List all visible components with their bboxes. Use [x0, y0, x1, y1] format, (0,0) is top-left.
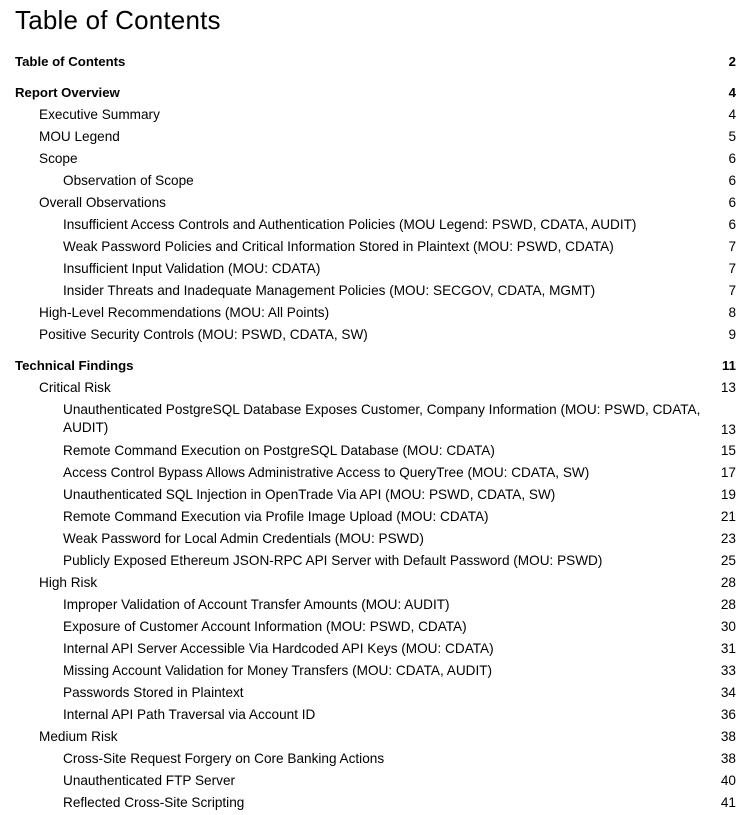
toc-entry-page: 7	[728, 283, 736, 298]
toc-entry-title: MOU Legend	[39, 129, 120, 144]
toc-entry-title: Remote Command Execution on PostgreSQL Database (MOU: CDATA)	[63, 443, 495, 458]
toc-entry-page: 31	[720, 641, 736, 656]
toc-entry-title: Unauthenticated FTP Server	[63, 773, 236, 788]
toc-entry-title: Passwords Stored in Plaintext	[63, 685, 244, 700]
toc-entry-title: Executive Summary	[39, 107, 160, 122]
toc-entry-title: Scope	[39, 151, 78, 166]
toc-entry-title: Reflected Cross-Site Scripting	[63, 795, 245, 810]
toc-entry-page: 41	[720, 795, 736, 810]
toc-entry-page: 13	[720, 422, 736, 437]
toc-entry-page: 38	[720, 751, 736, 766]
toc-entry-page: 6	[728, 195, 736, 210]
toc-entry-page: 23	[720, 531, 736, 546]
toc-entry-page: 28	[720, 597, 736, 612]
toc-entry-page: 9	[728, 327, 736, 342]
toc-entry-page: 6	[728, 151, 736, 166]
toc-entry-page: 13	[720, 380, 736, 395]
toc-entry-page: 2	[728, 54, 736, 69]
toc-entry-page: 38	[720, 729, 736, 744]
toc-entry-title: Exposure of Customer Account Information (MOU: PSWD, CDATA)	[63, 619, 467, 634]
toc-entry-title: Missing Account Validation for Money Transfers (MOU: CDATA, AUDIT)	[63, 663, 493, 678]
toc-entry-page: 21	[720, 509, 736, 524]
toc-entry-page: 36	[720, 707, 736, 722]
toc-entry-title: Table of Contents	[15, 54, 126, 69]
toc-entry-title: High-Level Recommendations (MOU: All Points)	[39, 305, 330, 320]
toc-entry-page: 28	[720, 575, 736, 590]
toc-entry-title: Improper Validation of Account Transfer Amounts (MOU: AUDIT)	[63, 597, 450, 612]
toc-entry-page: 7	[728, 261, 736, 276]
toc-entry-title: Observation of Scope	[63, 173, 194, 188]
toc-entry-title: Unauthenticated PostgreSQL Database Exposes Customer, Company Information (MOU: PSWD, CDATA, AUDIT)	[63, 402, 701, 435]
toc-entry-title: Insider Threats and Inadequate Management Policies (MOU: SECGOV, CDATA, MGMT)	[63, 283, 596, 298]
toc-entry-page: 4	[728, 85, 736, 100]
toc-entry-page: 25	[720, 553, 736, 568]
toc-entry-title: Positive Security Controls (MOU: PSWD, CDATA, SW)	[39, 327, 368, 342]
toc-entry-title: Insufficient Access Controls and Authentication Policies (MOU Legend: PSWD, CDATA, AUDIT)	[63, 217, 637, 232]
toc-entry-page: 34	[720, 685, 736, 700]
toc-entry-page: 19	[720, 487, 736, 502]
toc-entry-title: Unauthenticated SQL Injection in OpenTrade Via API (MOU: PSWD, CDATA, SW)	[63, 487, 556, 502]
toc-entry-page: 15	[720, 443, 736, 458]
toc-entry-title: Access Control Bypass Allows Administrative Access to QueryTree (MOU: CDATA, SW)	[63, 465, 590, 480]
toc-entry-page: 30	[720, 619, 736, 634]
toc-entry-title: Publicly Exposed Ethereum JSON-RPC API Server with Default Password (MOU: PSWD)	[63, 553, 603, 568]
toc-entry[interactable]	[0, 399, 754, 439]
toc-entry-title: Overall Observations	[39, 195, 166, 210]
toc-entry-page: 6	[728, 217, 736, 232]
toc-entry-page: 8	[728, 305, 736, 320]
toc-entry-title: Insufficient Input Validation (MOU: CDATA)	[63, 261, 321, 276]
toc-entry-title: Critical Risk	[39, 380, 111, 395]
toc-entry-title: Weak Password Policies and Critical Information Stored in Plaintext (MOU: PSWD, CDATA)	[63, 239, 614, 254]
toc-entry-page: 33	[720, 663, 736, 678]
toc-entry-page: 11	[722, 358, 736, 373]
toc-entry-title: Medium Risk	[39, 729, 118, 744]
page-title: Table of Contents	[15, 5, 221, 35]
toc-entry-title: High Risk	[39, 575, 98, 590]
toc-entry-title: Internal API Server Accessible Via Hardcoded API Keys (MOU: CDATA)	[63, 641, 494, 656]
toc-entry-title: Weak Password for Local Admin Credentials (MOU: PSWD)	[63, 531, 424, 546]
toc-entry-page: 5	[728, 129, 736, 144]
toc-entry-page: 6	[728, 173, 736, 188]
toc-entry-title: Remote Command Execution via Profile Image Upload (MOU: CDATA)	[63, 509, 489, 524]
toc-entry-title: Cross-Site Request Forgery on Core Banking Actions	[63, 751, 385, 766]
toc-entry-page: 17	[720, 465, 736, 480]
toc-entry-title: Internal API Path Traversal via Account ID	[63, 707, 316, 722]
toc-entry-title: Report Overview	[15, 85, 120, 100]
toc-entry-title: Technical Findings	[15, 358, 134, 373]
toc-entry-page: 4	[728, 107, 736, 122]
toc-entry-page: 7	[728, 239, 736, 254]
toc-entry-page: 40	[720, 773, 736, 788]
